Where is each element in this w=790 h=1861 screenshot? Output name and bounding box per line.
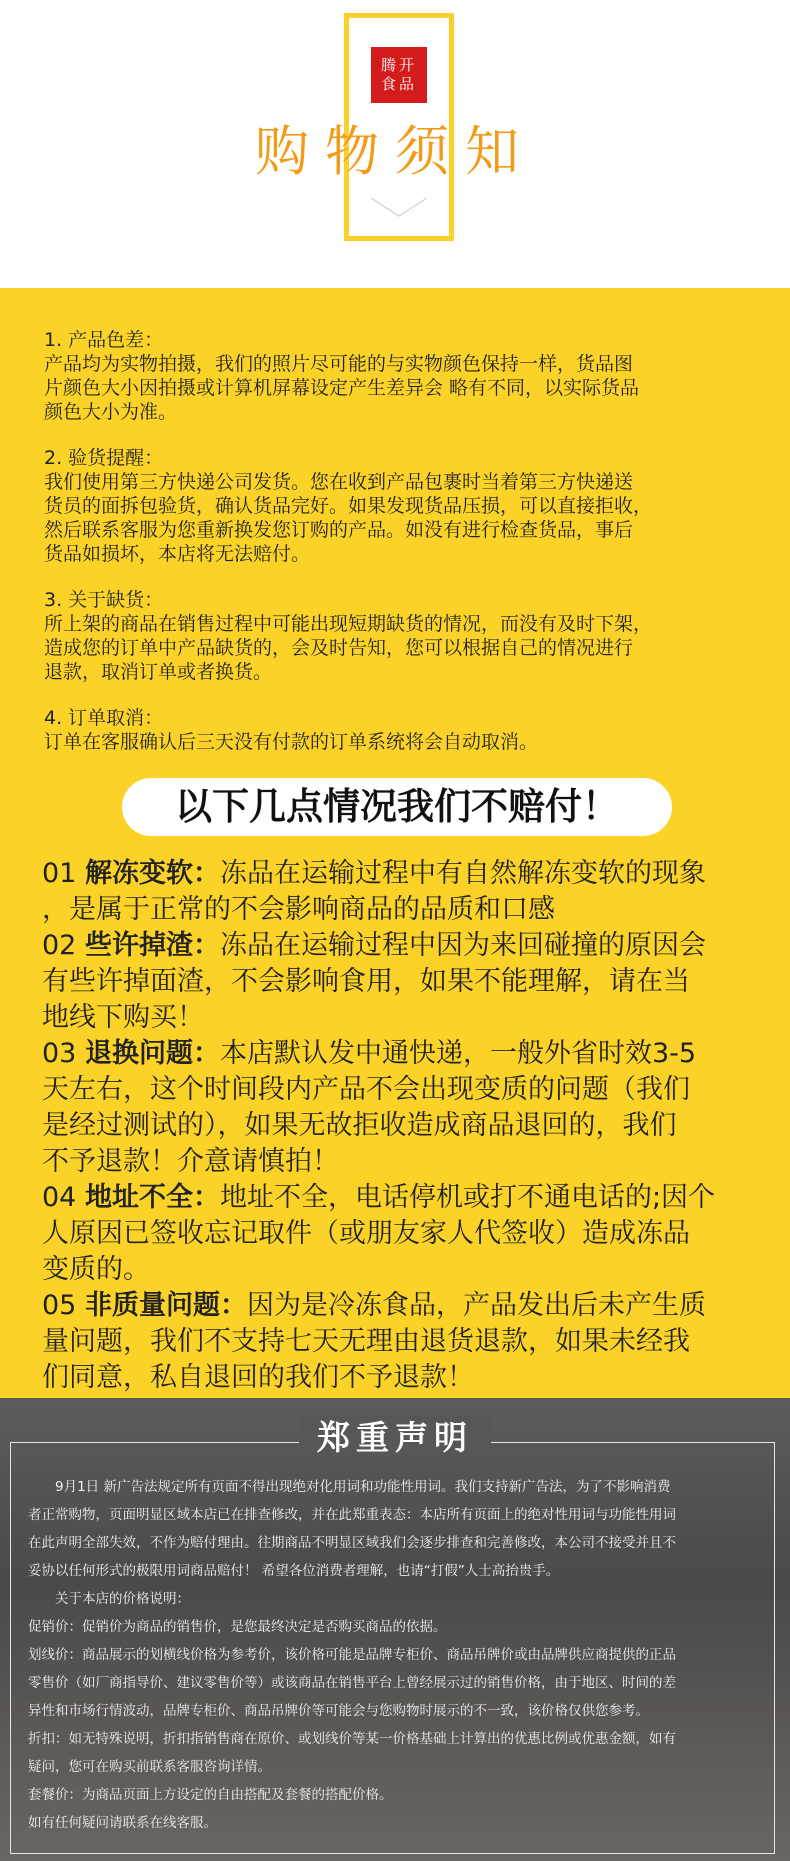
rule-line: 有些许掉面渣，不会影响食用，如果不能理解，请在当 (42, 966, 690, 997)
declaration-section (0, 1398, 790, 1861)
rule-title: 解冻变软： (84, 858, 220, 889)
declaration-line: 异性和市场行情波动，品牌专柜价、商品吊牌价等可能会与您购物时展示的不一致，该价格仅供您参考。 (28, 1703, 649, 1719)
declaration-line: 折扣：如无特殊说明，折扣指销售商在原价、或划线价等某一价格基础上计算出的优惠比例或优惠金额，如有 (28, 1731, 676, 1747)
declaration-line: 在此声明全部失效，不作为赔付理由。往期商品不明显区域我们会逐步排查和完善修改，本公司不接受并且不 (28, 1535, 676, 1551)
rule-item-03 (42, 1036, 782, 1180)
notice-line: 货品如损坏，本店将无法赔付。 (44, 543, 311, 565)
declaration-line: 9月1日 新广告法规定所有页面不得出现绝对化用词和功能性用词。我们支持新广告法，为了不影响消费 (28, 1479, 671, 1495)
rule-line: 不予退款！介意请慎拍！ (42, 1146, 339, 1177)
declaration-line: 妥协以任何形式的极限用词商品赔付！ 希望各位消费者理解，也请“打假”人士高抬贵手。 (28, 1563, 560, 1579)
notice-line: 产品均为实物拍摄，我们的照片尽可能的与实物颜色保持一样，货品图 (44, 353, 634, 375)
no-compensation-banner: 以下几点情况我们不赔付！ (122, 778, 672, 836)
notice-line: 我们使用第三方快递公司发货。您在收到产品包裹时当着第三方快递送 (44, 471, 634, 493)
declaration-line: 者正常购物，页面明显区域本店已在排查修改，并在此郑重表态：本店所有页面上的绝对性用词与功能性用词 (28, 1507, 676, 1523)
rule-line: 天左右，这个时间段内产品不会出现变质的问题（我们 (42, 1074, 690, 1105)
rule-line: 是经过测试的），如果无故拒收造成商品退回的，我们 (42, 1110, 677, 1141)
notice-line: 造成您的订单中产品缺货的，会及时告知，您可以根据自己的情况进行 (44, 637, 634, 659)
rule-line: ，是属于正常的不会影响商品的品质和口感 (42, 894, 555, 925)
rule-item-04 (42, 1180, 782, 1288)
rule-title: 些许掉渣： (84, 930, 220, 961)
declaration-line: 如有任何疑问请联系在线客服。 (28, 1815, 217, 1831)
declaration-line: 关于本店的价格说明： (28, 1591, 190, 1607)
rule-line: 地址不全，电话停机或打不通电话的;因个 (219, 1182, 716, 1213)
brand-seal-logo (371, 47, 427, 103)
shopping-notice-header (0, 0, 790, 288)
rule-number: 05 (42, 1290, 77, 1321)
rule-number: 03 (42, 1038, 77, 1069)
rule-line: 们同意，私自退回的我们不予退款！ (42, 1362, 474, 1393)
rule-number: 01 (42, 858, 77, 889)
declaration-title: 郑重声明 (299, 1416, 491, 1460)
rule-item-02 (42, 928, 782, 1036)
declaration-line: 疑问，您可在购买前联系客服咨询详情。 (28, 1759, 271, 1775)
rule-line: 冻品在运输过程中有自然解冻变软的现象 (219, 858, 706, 889)
rule-title: 退换问题： (84, 1038, 220, 1069)
rule-item-05 (42, 1288, 782, 1396)
notice-heading: 1. 产品色差： (44, 329, 164, 351)
rule-line: 变质的。 (42, 1254, 150, 1285)
notice-inspection (44, 446, 760, 566)
notice-line: 货员的面拆包验货，确认货品完好。如果发现货品压损，可以直接拒收， (44, 495, 653, 517)
declaration-title-wrap (0, 1416, 790, 1460)
declaration-line: 零售价（如厂商指导价、建议零售价等）或该商品在销售平台上曾经展示过的销售价格，由于地区、时间的差 (28, 1675, 676, 1691)
declaration-line: 套餐价：为商品页面上方设定的自由搭配及套餐的搭配价格。 (28, 1787, 393, 1803)
notice-heading: 2. 验货提醒： (44, 447, 164, 469)
seal-text-line1: 腾开 (380, 56, 417, 74)
rule-number: 02 (42, 930, 77, 961)
chevron-down-icon (369, 196, 429, 218)
notice-heading: 4. 订单取消： (44, 707, 164, 729)
notice-line: 然后联系客服为您重新换发您订购的产品。如没有进行检查货品，事后 (44, 519, 634, 541)
notice-line: 片颜色大小因拍摄或计算机屏幕设定产生差异会 略有不同，以实际货品 (44, 377, 640, 399)
notice-line: 颜色大小为准。 (44, 401, 178, 423)
rule-line: 地线下购买！ (42, 1002, 204, 1033)
declaration-line: 促销价：促销价为商品的销售价，是您最终决定是否购买商品的依据。 (28, 1619, 447, 1635)
rule-number: 04 (42, 1182, 77, 1213)
notice-section (0, 288, 790, 1398)
rule-line: 本店默认发中通快递，一般外省时效3-5 (219, 1038, 697, 1069)
seal-text-line2: 食品 (380, 75, 417, 93)
notice-out-of-stock (44, 588, 760, 684)
notice-line: 所上架的商品在销售过程中可能出现短期缺货的情况，而没有及时下架， (44, 613, 653, 635)
notice-line: 退款，取消订单或者换货。 (44, 661, 273, 683)
rule-title: 非质量问题： (84, 1290, 247, 1321)
rule-line: 因为是冷冻食品，产品发出后未产生质 (246, 1290, 706, 1321)
rule-line: 人原因已签收忘记取件（或朋友家人代签收）造成冻品 (42, 1218, 690, 1249)
declaration-line: 划线价：商品展示的划横线价格为参考价，该价格可能是品牌专柜价、商品吊牌价或由品牌供应商提供的正品 (28, 1647, 676, 1663)
rule-line: 冻品在运输过程中因为来回碰撞的原因会 (219, 930, 706, 961)
notice-heading: 3. 关于缺货： (44, 589, 164, 611)
rule-title: 地址不全： (84, 1182, 220, 1213)
rule-item-01 (42, 856, 782, 928)
notice-line: 订单在客服确认后三天没有付款的订单系统将会自动取消。 (44, 731, 539, 753)
rule-line: 量问题，我们不支持七天无理由退货退款，如果未经我 (42, 1326, 690, 1357)
page-title: 购物须知 (255, 120, 535, 183)
notice-order-cancel (44, 706, 760, 754)
notice-color-difference (44, 328, 760, 424)
